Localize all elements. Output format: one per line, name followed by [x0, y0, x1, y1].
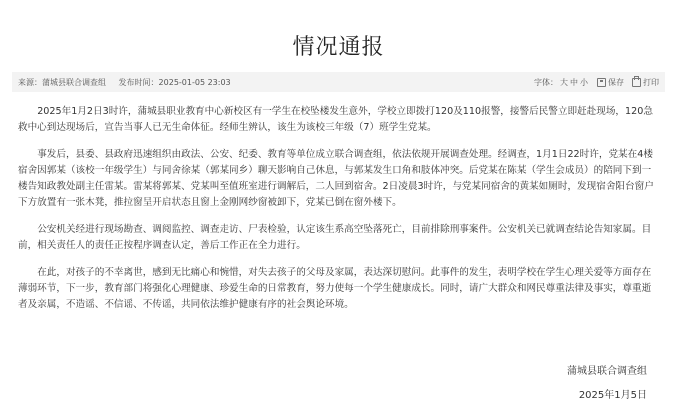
print-button[interactable] [632, 77, 659, 88]
font-size-selector [533, 77, 589, 88]
save-icon [597, 78, 606, 87]
print-icon [632, 78, 641, 87]
meta-bar [12, 72, 665, 92]
font-label: 字体： [534, 77, 558, 87]
source-label: 来源：蒲城县联合调查组 [18, 77, 106, 87]
paragraph-2: 事发后，县委、县政府迅速组织由政法、公安、纪委、教育等单位成立联合调查组，依法依规开展调查处理。经调查，1月1日22时许，党某在4楼宿舍因郭某（该校一年级学生）与同舍徐某（郭某同乡）聊天影响自己休息，与郭某发生口角和肢体冲突。后党某在陈某（学生会成员）的陪同下到一楼告知政教处副主任雷某。雷某将郭某、党某叫至值班室进行调解后，二人回到宿舍。2日凌晨3时许，与党某同宿舍的黄某如厕时，发现宿舍阳台窗户下方放置有一张木凳，推拉窗呈开启状态且窗上金刚网纱窗被卸下，党某已倒在窗外楼下。 [18, 149, 654, 208]
font-size-small[interactable]: 小 [580, 77, 588, 87]
publish-time: 发布时间：2025-01-05 23:03 [118, 77, 231, 87]
issue-date: 2025年1月5日 [578, 390, 647, 401]
meta-info [18, 77, 241, 88]
paragraph-3: 公安机关经进行现场勘查、调阅监控、调查走访、尸表检验，认定该生系高空坠落死亡，目前排除刑事案件。公安机关已就调查结论告知家属。目前，相关责任人的责任正按程序调查认定，善后工作正在全力进行。 [18, 224, 652, 251]
save-button[interactable] [597, 77, 624, 88]
page-title: 情况通报 [292, 35, 385, 60]
font-size-medium[interactable]: 中 [570, 77, 578, 87]
font-size-large[interactable]: 大 [560, 77, 568, 87]
paragraph-4: 在此，对孩子的不幸离世，感到无比痛心和惋惜，对失去孩子的父母及家属，表达深切慰问。此事件的发生，表明学校在学生心理关爱等方面存在薄弱环节，下一步，教育部门将强化心理健康、珍爱生命的日常教育，努力使每一个学生健康成长。同时，请广大群众和网民尊重法律及事实，尊重逝者及亲属，不造谣、不信谣、不传谣，共同依法维护健康有序的社会舆论环境。 [18, 267, 652, 310]
article-body [18, 104, 659, 324]
save-label: 保存 [608, 77, 624, 87]
signature: 蒲城县联合调查组 [567, 366, 647, 377]
print-label: 打印 [643, 77, 659, 87]
paragraph-1: 2025年1月2日3时许，蒲城县职业教育中心新校区有一学生在校坠楼发生意外，学校立即拨打120及110报警，接警后民警立即赶赴现场，120急救中心到达现场后，宣告当事人已无生命体征。经师生辨认，该生为该校三年级（7）班学生党某。 [18, 106, 653, 133]
meta-tools [533, 77, 659, 88]
